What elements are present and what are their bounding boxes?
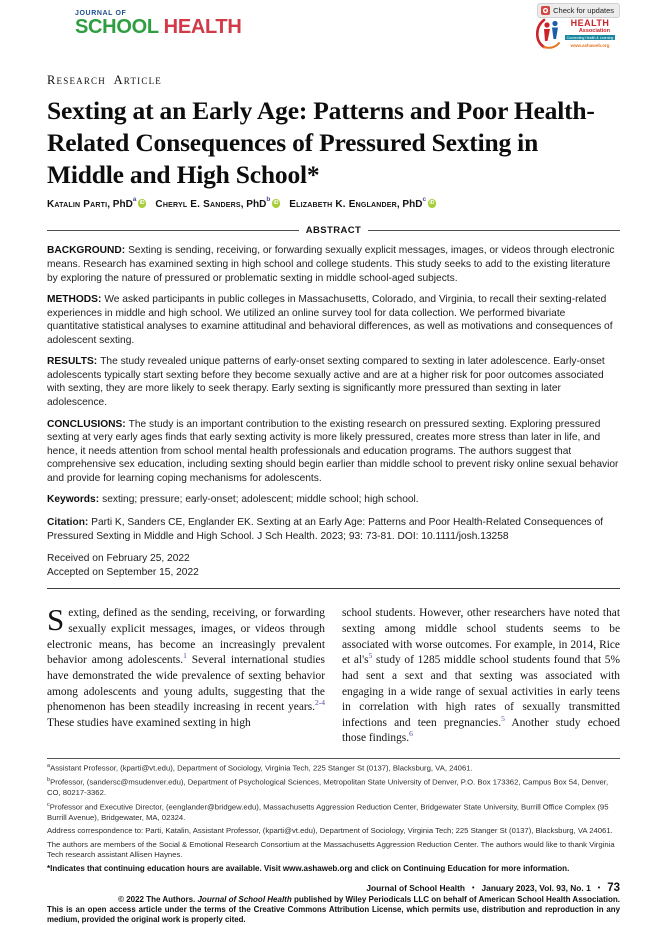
author-3 — [289, 196, 436, 211]
footnote-a-sup: a — [47, 763, 51, 770]
body-right-text: study of 1285 middle school students found that 5% had sent a sext and that sexting was associated with engaging in a wide range of sexual activities in early teens in correlation with high rates of sexually transmitted infections and teen pregnancies. — [342, 654, 620, 729]
orcid-icon[interactable]: iD — [273, 200, 279, 207]
footnote-b — [47, 777, 620, 798]
asha-logo-text — [564, 19, 616, 48]
abstract-results — [47, 355, 620, 409]
abstract-conclusions-text: The study is an important contribution to the existing research on pressured sexting. Exploring pressured sexting at very early ages finds that early sexting activity is more likely pressured, creates more stress than later in life, and hence, it needs attention from school mental health professionals and education programs. The authors suggest that comprehensive sex education, including sexting should begin earlier than middle school to prevent risky online sexual behavior and provide for learning coping mechanisms for adolescents. — [47, 418, 619, 484]
asha-association-label: Association — [578, 28, 610, 34]
copyright-line — [47, 895, 620, 904]
body-right-text: Another study echoed those findings. — [342, 716, 620, 745]
check-for-updates-badge[interactable] — [537, 3, 620, 18]
footnote-c — [47, 802, 620, 823]
abstract-conclusions-label: CONCLUSIONS: — [47, 418, 126, 430]
page-number: 73 — [607, 881, 620, 894]
author-2-name: Cheryl E. Sanders — [155, 199, 241, 211]
author-3-name: Elizabeth K. Englander — [289, 199, 397, 211]
journal-issue-line — [47, 882, 620, 894]
footer-issue: January 2023, Vol. 93, No. 1 — [481, 882, 591, 893]
copyright-post: published by Wiley Periodicals LLC on behalf of American School Health Association. — [291, 894, 620, 904]
asha-url: www.ashaweb.org — [570, 43, 610, 49]
copyright-pre: © 2022 The Authors. — [118, 894, 198, 904]
footnote-c-text: Professor and Executive Director, (eenglander@bridgew.edu), Massachusetts Aggression Reduction Center, Bridgewater State University, Burrill Office Complex (95 Burrill Avenue), Bridgewater, MA, 02324. — [47, 802, 609, 822]
citation-ref-1[interactable]: 1 — [183, 651, 187, 661]
abstract-background-text: Sexting is sending, receiving, or forwarding sexually explicit messages, images, or videos through electronic means. Research has examined sexting in high school and college students. This study seeks to add to the existing literature by exploring the nature of pressured or problematic sexting in middle school-aged subjects. — [47, 245, 615, 284]
asha-figures-icon — [536, 19, 562, 49]
author-3-degree: , PhD — [396, 199, 423, 211]
check-for-updates-label: Check for updates — [553, 6, 614, 15]
footnote-b-sup: b — [47, 777, 51, 784]
divider-line — [368, 230, 620, 231]
abstract-background — [47, 244, 620, 285]
author-3-affiliation-sup: c — [422, 196, 427, 204]
body-column-left — [47, 602, 325, 747]
received-date: Received on February 25, 2022 — [47, 553, 190, 565]
asha-tagline: Connecting Health & Learning — [566, 35, 614, 40]
bullet-separator: • — [472, 884, 475, 892]
page-header — [47, 8, 620, 62]
bullet-separator: • — [597, 884, 601, 892]
dates-block — [47, 552, 620, 579]
header-right — [536, 3, 620, 49]
abstract-results-text: The study revealed unique patterns of early-onset sexting compared to sexting in later adolescence. Early-onset adolescents typically start sexting before they become sexually active and are at a higher risk for poor outcomes associated with sexting, they are more likely to seek therapy. Early sexting is significantly more pressured than sexting in later adolescence. — [47, 356, 605, 408]
abstract-background-label: BACKGROUND: — [47, 245, 126, 257]
body-column-right — [342, 606, 620, 747]
journal-logo-kicker: JOURNAL OF — [75, 10, 127, 17]
orcid-icon[interactable]: iD — [429, 200, 435, 207]
footnotes — [47, 763, 620, 875]
body-columns — [47, 602, 620, 747]
journal-logo — [75, 8, 242, 38]
abstract-methods-label: METHODS: — [47, 294, 102, 306]
abstract-conclusions — [47, 418, 620, 486]
author-1-affiliation-sup: a — [132, 196, 137, 204]
author-1-name: Katalin Parti — [47, 199, 108, 211]
section-divider — [47, 588, 620, 590]
accepted-date: Accepted on September 15, 2022 — [47, 566, 199, 578]
author-2-degree: , PhD — [240, 199, 267, 211]
body-left-text: Several international studies have demonstrated the wide prevalence of sexting behavior among adolescents and young adults, suggesting that the phenomenon has been steadily increasing in recent years. — [47, 654, 325, 714]
keywords-label: Keywords: — [47, 494, 100, 506]
asha-health-label: HEALTH — [570, 18, 610, 28]
abstract-heading: ABSTRACT — [305, 225, 362, 237]
abstract-results-label: RESULTS: — [47, 356, 98, 368]
orcid-icon[interactable]: iD — [139, 200, 145, 207]
journal-logo-health: HEALTH — [163, 16, 242, 38]
footnote-a — [47, 763, 620, 774]
article-type-kicker: Research Article — [47, 73, 162, 87]
author-2-affiliation-sup: b — [266, 196, 271, 204]
abstract-methods-text: We asked participants in public colleges in Massachusetts, Colorado, and Virginia, to recall their sexting-related experiences in middle and high school. We utilized an online survey tool for data collection. We performed bivariate quantitative statistical analyses to examine attitudinal and behavioral differences, as well as motivations and consequences of adolescent sexting. — [47, 294, 613, 346]
continuing-education-note: *Indicates that continuing education hours are available. Visit www.ashaweb.org and click on Continuing Education for more information. — [47, 864, 570, 874]
drop-cap: S — [47, 602, 65, 638]
author-list — [47, 196, 620, 211]
copyright-journal-italic: Journal of School Health — [197, 894, 292, 904]
author-1 — [47, 196, 146, 211]
divider-line — [47, 230, 299, 231]
membership-note: The authors are members of the Social & Emotional Research Consortium at the Massachusetts Aggression Reduction Center. The authors would like to thank Virginia Tech research assistant Allisen Haynes. — [47, 840, 615, 860]
abstract-methods — [47, 293, 620, 347]
author-2 — [155, 196, 280, 211]
keywords-line — [47, 493, 620, 507]
citation-text: Parti K, Sanders CE, Englander EK. Sexting at an Early Age: Patterns and Poor Health-Related Consequences of Pressured Sexting in Middle and High School. J Sch Health. 2023; 93: 73-81. DOI: 10.1111/josh.13258 — [47, 516, 604, 542]
journal-logo-title — [75, 17, 242, 38]
citation-line — [47, 516, 620, 544]
body-left-text: These studies have examined sexting in high — [47, 716, 251, 729]
footnote-c-sup: c — [47, 801, 50, 808]
footnote-a-text: Assistant Professor, (kparti@vt.edu), Department of Sociology, Virginia Tech, 225 Stanger St (0137), Blacksburg, VA, 24061. — [50, 763, 473, 773]
keywords-text: sexting; pressure; early-onset; adolescent; middle school; high school. — [102, 494, 419, 506]
open-access-statement: This is an open access article under the terms of the Creative Commons Attribution License, which permits use, distribution and reproduction in any medium, provided the original work is properly cited. — [47, 904, 620, 925]
footnote-b-text: Professor, (sandersc@msudenver.edu), Department of Psychological Sciences, Metropolitan State University of Denver, P.O. Box 173362, Campus Box 54, Denver, CO, 80217-3362. — [47, 777, 609, 798]
crossmark-icon — [541, 6, 550, 15]
page-footer — [47, 882, 620, 925]
footer-journal-name: Journal of School Health — [366, 882, 466, 893]
abstract-divider — [47, 225, 620, 236]
journal-logo-school: SCHOOL — [75, 16, 159, 38]
body-right-text: school students. However, other researchers have noted that sexting among middle school students seems to be associated with worse outcomes. For example, in 2014, Rice et al's — [342, 607, 620, 667]
citation-ref-2-4[interactable]: 2-4 — [315, 698, 325, 708]
asha-logo — [536, 19, 616, 49]
citation-ref-6[interactable]: 6 — [409, 729, 413, 739]
citation-ref-5[interactable]: 5 — [368, 651, 373, 661]
footnote-divider — [47, 758, 620, 759]
correspondence-note: Address correspondence to: Parti, Katalin, Assistant Professor, (kparti@vt.edu), Department of Sociology, Virginia Tech; 225 Stanger St (0137), Blacksburg, VA 24061. — [47, 826, 613, 836]
article-title: Sexting at an Early Age: Patterns and Poor Health-Related Consequences of Pressured Sexting in Middle and High School* — [47, 96, 595, 190]
citation-ref-5b[interactable]: 5 — [501, 714, 505, 724]
citation-label: Citation: — [47, 516, 89, 528]
body-left-text: exting, defined as the sending, receiving, or forwarding sexually explicit messages, images, or videos through electronic means, has become an increasingly prevalent behavior among adolescents. — [47, 607, 325, 667]
author-1-degree: , PhD — [107, 199, 133, 211]
